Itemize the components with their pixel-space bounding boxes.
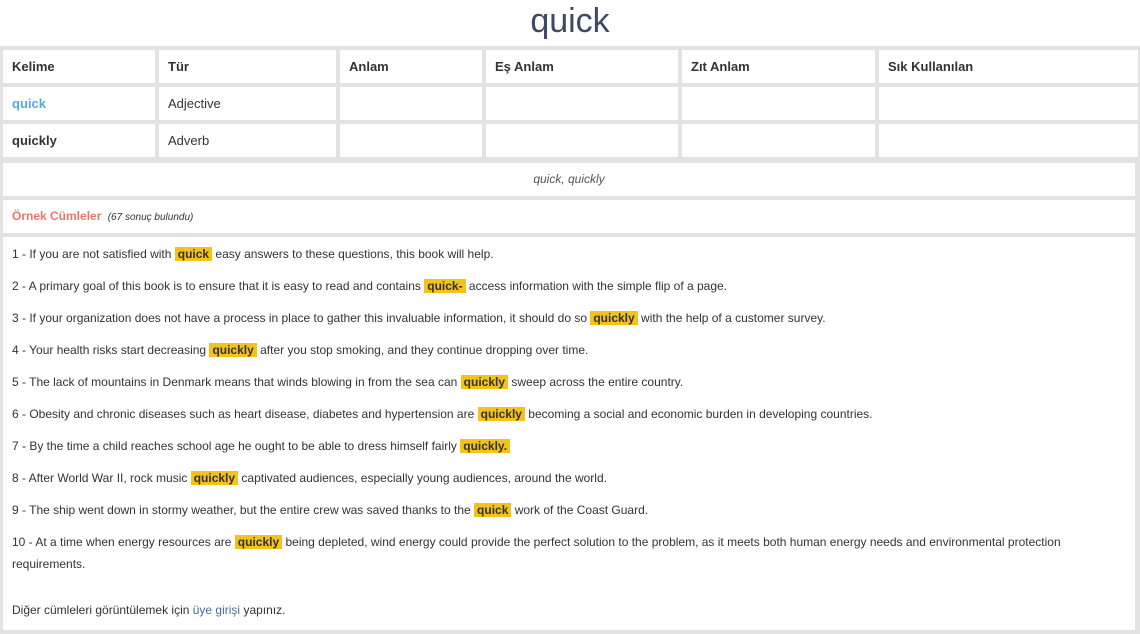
highlighted-word: quickly bbox=[191, 471, 238, 485]
word-details-panel bbox=[0, 46, 1140, 634]
example-sentence: 8 - After World War II, rock music quickly captivated audiences, especially young audiences, around the world. bbox=[12, 471, 607, 485]
highlighted-word: quickly bbox=[590, 311, 637, 325]
antonym-cell bbox=[682, 124, 875, 157]
examples-label: Örnek Cümleler bbox=[12, 209, 102, 223]
highlighted-word: quick bbox=[474, 503, 511, 517]
antonym-cell bbox=[682, 87, 875, 120]
highlighted-word: quickly. bbox=[460, 439, 510, 453]
header-zit-anlam: Zıt Anlam bbox=[682, 50, 875, 83]
header-anlam: Anlam bbox=[340, 50, 482, 83]
example-sentence: 6 - Obesity and chronic diseases such as heart disease, diabetes and hypertension are quickly becoming a social and economic burden in developing countries. bbox=[12, 407, 873, 421]
highlighted-word: quickly bbox=[209, 343, 256, 357]
word-link-quick[interactable]: quick bbox=[3, 87, 155, 120]
page-title: quick bbox=[530, 2, 610, 40]
highlighted-word: quickly bbox=[461, 375, 508, 389]
meaning-cell bbox=[340, 87, 482, 120]
synonym-cell bbox=[486, 124, 678, 157]
example-sentence: 4 - Your health risks start decreasing quickly after you stop smoking, and they continue dropping over time. bbox=[12, 343, 589, 357]
common-usage-cell bbox=[879, 87, 1138, 120]
header-sik-kullanilan: Sık Kullanılan bbox=[879, 50, 1138, 83]
header-tur: Tür bbox=[159, 50, 336, 83]
highlighted-word: quickly bbox=[478, 407, 525, 421]
example-sentences-list bbox=[3, 237, 1135, 630]
example-sentence: 9 - The ship went down in stormy weather, but the entire crew was saved thanks to the quick work of the Coast Guard. bbox=[12, 503, 649, 517]
examples-header bbox=[3, 200, 1135, 233]
header-kelime: Kelime bbox=[3, 50, 155, 83]
member-login-link[interactable]: üye girişi bbox=[192, 603, 241, 617]
word-type-cell: Adverb bbox=[159, 124, 336, 157]
highlighted-word: quick- bbox=[424, 279, 465, 293]
example-sentence: 10 - At a time when energy resources are quickly being depleted, wind energy could provide the perfect solution to the problem, as it meets both human energy needs and environmental protection requirements. bbox=[12, 535, 1061, 571]
highlighted-word: quick bbox=[175, 247, 212, 261]
example-sentence: 7 - By the time a child reaches school age he ought to be able to dress himself fairly quickly. bbox=[12, 435, 1126, 457]
login-prompt: Diğer cümleleri görüntülemek için üye girişi yapınız. bbox=[12, 603, 286, 617]
header-es-anlam: Eş Anlam bbox=[486, 50, 678, 83]
example-sentence: 1 - If you are not satisfied with quick easy answers to these questions, this book will help. bbox=[12, 247, 494, 261]
word-cell-quickly: quickly bbox=[3, 124, 155, 157]
example-sentence: 5 - The lack of mountains in Denmark means that winds blowing in from the sea can quickly sweep across the entire country. bbox=[12, 375, 684, 389]
example-sentence: 2 - A primary goal of this book is to ensure that it is easy to read and contains quick- access information with the simple flip of a page. bbox=[12, 279, 728, 293]
word-type-cell: Adjective bbox=[159, 87, 336, 120]
meaning-cell bbox=[340, 124, 482, 157]
word-forms-line: quick, quickly bbox=[3, 163, 1135, 196]
word-table bbox=[3, 50, 1138, 157]
example-sentence: 3 - If your organization does not have a process in place to gather this invaluable information, it should do so quickly with the help of a customer survey. bbox=[12, 311, 826, 325]
examples-count: (67 sonuç bulundu) bbox=[107, 212, 194, 223]
synonym-cell bbox=[486, 87, 678, 120]
common-usage-cell bbox=[879, 124, 1138, 157]
highlighted-word: quickly bbox=[235, 535, 282, 549]
